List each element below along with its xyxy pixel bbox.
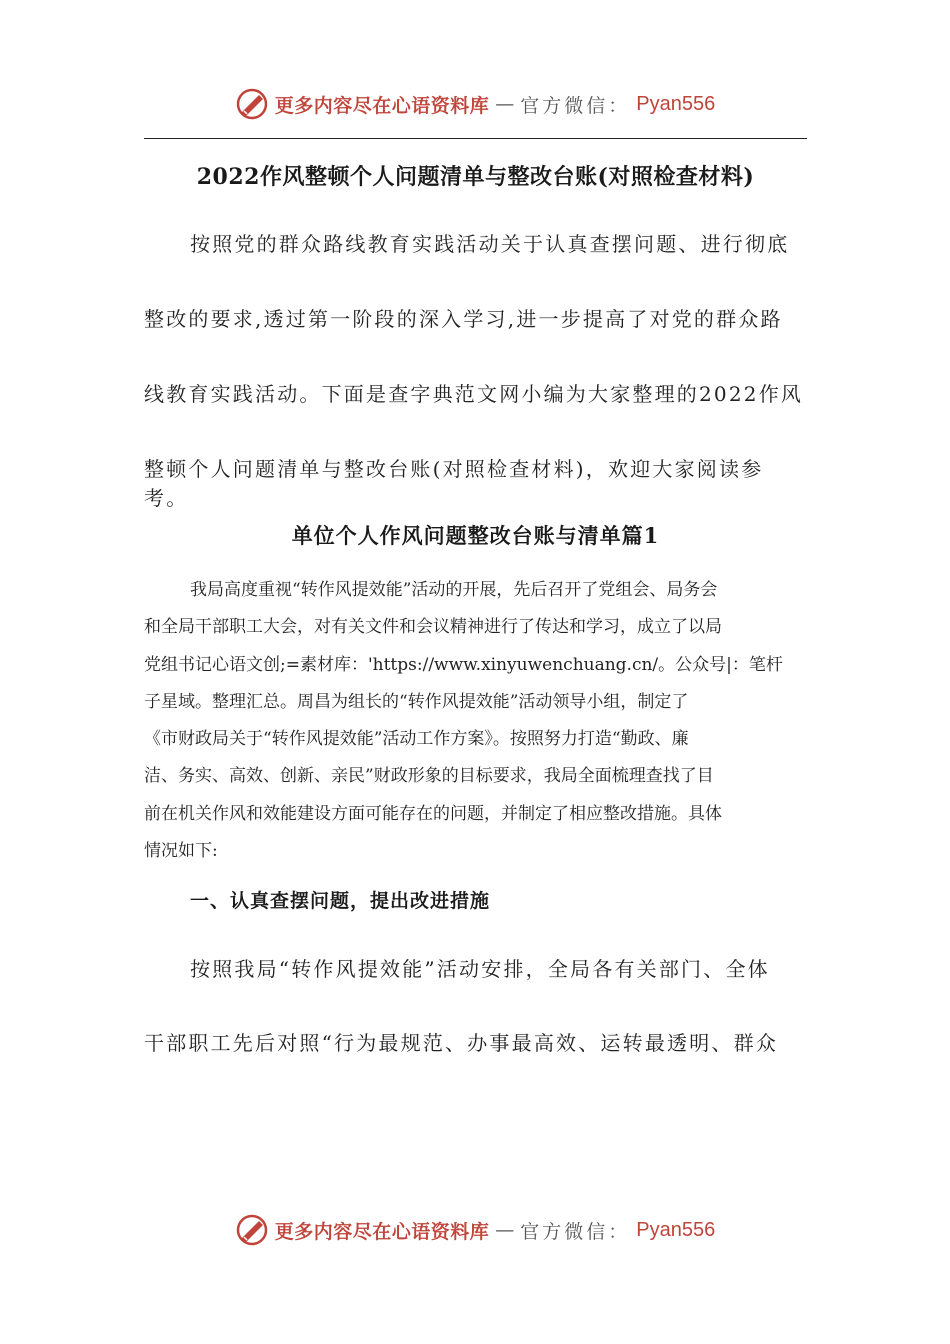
header-divider — [144, 138, 807, 139]
banner-wechat-label: 官方微信： — [520, 94, 631, 117]
pen-logo-icon — [235, 87, 269, 121]
banner-wechat-label: 官方微信： — [520, 1220, 631, 1243]
intro-line-1: 按照党的群众路线教育实践活动关于认真查摆问题、进行彻底 — [190, 232, 790, 256]
body-line: 洁、务实、高效、创新、亲民”财政形象的目标要求，我局全面梳理查找了目 — [144, 766, 714, 787]
subheading: 一、认真查摆问题，提出改进措施 — [190, 890, 491, 912]
body-line: 前在机关作风和效能建设方面可能存在的问题，并制定了相应整改措施。具体 — [144, 803, 722, 824]
body-line: 党组书记心语文创;=素材库：'https://www.xinyuwenchuang.cn/。公众号|：笔杆 — [144, 654, 783, 675]
intro-line-2: 整改的要求,透过第一阶段的深入学习,进一步提高了对党的群众路 — [144, 307, 783, 331]
pen-logo-icon — [235, 1213, 269, 1247]
intro-line-4: 整顿个人问题清单与整改台账(对照检查材料)，欢迎大家阅读参考。 — [144, 457, 764, 510]
banner-dash: — — [495, 1219, 515, 1241]
tail-line-1: 按照我局“转作风提效能”活动安排，全局各有关部门、全体 — [190, 957, 770, 981]
banner-site-name: 更多内容尽在心语资料库 — [274, 1220, 490, 1243]
body-line: 子星域。整理汇总。周昌为组长的“转作风提效能”活动领导小组，制定了 — [144, 691, 689, 712]
banner-dash: — — [495, 93, 515, 115]
body-line: 和全局干部职工大会，对有关文件和会议精神进行了传达和学习，成立了以局 — [144, 617, 722, 638]
body-line: 我局高度重视“转作风提效能”活动的开展，先后召开了党组会、局务会 — [190, 580, 718, 600]
body-line: 情况如下: — [144, 841, 218, 862]
banner-wechat-id: Pyan556 — [636, 1218, 716, 1241]
document-title: 2022作风整顿个人问题清单与整改台账(对照检查材料) — [196, 164, 755, 190]
header-banner — [0, 84, 950, 124]
banner-wechat-id: Pyan556 — [636, 92, 716, 115]
intro-line-3: 线教育实践活动。下面是查字典范文网小编为大家整理的2022作风 — [144, 382, 804, 406]
body-line: 《市财政局关于“转作风提效能”活动工作方案》。按照努力打造“勤政、廉 — [144, 729, 689, 750]
banner-site-name: 更多内容尽在心语资料库 — [274, 94, 490, 117]
section-title: 单位个人作风问题整改台账与清单篇1 — [291, 523, 660, 548]
footer-banner — [0, 1210, 950, 1250]
tail-line-2: 干部职工先后对照“行为最规范、办事最高效、运转最透明、群众 — [144, 1031, 779, 1055]
body-paragraph — [144, 572, 807, 870]
